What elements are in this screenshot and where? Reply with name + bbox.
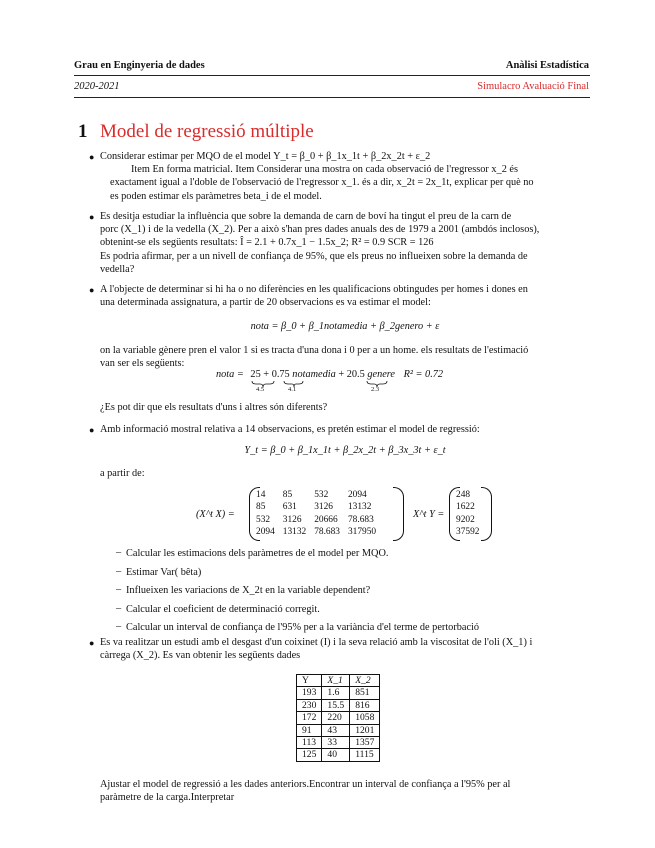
table-cell: 193 (297, 687, 322, 699)
matrix-row (252, 526, 380, 538)
matrix-cell: 3126 (314, 502, 333, 513)
matrix-row (252, 489, 380, 501)
matrix-cell: 2094 (347, 490, 367, 500)
table-cell: 113 (297, 737, 322, 749)
matrix-row (252, 514, 380, 526)
task-dash: – (116, 603, 122, 614)
eq-coef0: 25 (250, 369, 261, 380)
table-row (297, 699, 380, 711)
table-cell: 15.5 (322, 699, 350, 711)
eq-coef1: 0.75 (271, 369, 290, 380)
subject-title: Anàlisi Estadística (505, 60, 589, 71)
matrix-cell: 532 (256, 514, 271, 525)
question-1 (100, 150, 590, 203)
table-header: Y (297, 675, 322, 687)
table-row (297, 687, 380, 699)
table-cell: 1115 (350, 749, 380, 761)
table-row (297, 724, 380, 736)
eq-r2: R² = 0.72 (403, 369, 444, 380)
bullet: ● (89, 425, 95, 435)
vector-row (452, 501, 483, 513)
xtx-matrix (252, 489, 380, 539)
table-cell: 1201 (350, 724, 380, 736)
vector-paren-right (481, 487, 492, 541)
academic-year: 2020-2021 (74, 81, 120, 92)
eq-var1: notamedia (292, 369, 336, 380)
table-cell: 125 (297, 749, 322, 761)
q4-intro: Amb informació mostral relativa a 14 observacions, es pretén estimar el model de regressió: (100, 424, 480, 435)
bullet: ● (89, 285, 95, 295)
matrix-paren-right (393, 487, 404, 541)
task-item: Calcular un interval de confiança de l'95% per a la variància d'el terme de pertorbació (126, 622, 480, 633)
se-coef1: 4.1 (288, 386, 297, 393)
vector-row (452, 526, 483, 538)
vector-cell: 37592 (456, 527, 480, 538)
q2-line: vedella? (100, 263, 135, 275)
q5-line: Ajustar el model de regressió a les dades anteriors.Encontrar un interval de confiança a l'95% per al (100, 779, 511, 790)
q5-line: càrrega (X_2). Es van obtenir les següents dades (100, 650, 301, 662)
question-3 (100, 283, 590, 309)
q1-line: es poden estimar els paràmetres beta_i de el model. (110, 190, 322, 202)
eq-plus: + (263, 369, 270, 380)
table-cell: 33 (322, 737, 350, 749)
task-item: Calcular les estimacions dels paràmetres de el model per MQO. (126, 548, 389, 559)
matrix-cell: 532 (314, 490, 329, 500)
task-item: Calcular el coeficient de determinació corregit. (126, 604, 320, 615)
eq-coef2: 20.5 (346, 369, 365, 380)
table-cell: 172 (297, 712, 322, 724)
matrix-cell: 13132 (282, 527, 307, 538)
matrix-cell: 13132 (347, 502, 372, 513)
bullet: ● (89, 152, 95, 162)
q2-line: porc (X_1) i de la vedella (X_2). Per a això s'han pres dades anuals des de 1979 a 2001 (ambdós inclosos), (100, 224, 540, 236)
xty-vector (452, 489, 483, 539)
vector-row (452, 489, 483, 501)
q5-line: Es va realitzar un estudi amb el desgast d'un coixinet (I) i la seva relació amb la viscositat de l'oli (X_1) i (100, 637, 533, 648)
se-coef2: 2.3 (371, 386, 380, 393)
question-5 (100, 636, 590, 662)
table-header: X_1 (322, 675, 350, 687)
q2-line: obtenint-se els següents resultats: Î = 2.1 + 0.7x_1 − 1.5x_2; R² = 0.9 SCR = 126 (100, 237, 434, 249)
q1-line: Item En forma matricial. Item Considerar una mostra on cada observació de l'regressor x_2 és (131, 164, 518, 176)
table-cell: 91 (297, 724, 322, 736)
q3-line: A l'objecte de determinar si hi ha o no diferències en les qualificacions obtingudes per homes i dones en (100, 284, 528, 295)
data-table (296, 674, 380, 762)
table-cell: 43 (322, 724, 350, 736)
eq-var2: genere (367, 369, 395, 380)
q4-from: a partir de: (100, 468, 145, 479)
matrix-cell: 85 (256, 502, 266, 513)
matrix-cell: 631 (282, 502, 297, 513)
q3-line: on la variable gènere pren el valor 1 si es tracta d'una dona i 0 per a un home. els resultats de l'estimació (100, 345, 529, 356)
matrix-cell: 85 (282, 490, 293, 500)
xty-label: X^t Y = (413, 509, 445, 520)
table-cell: 1058 (350, 712, 380, 724)
task-item: Estimar Var( bêta) (126, 567, 202, 578)
xtx-label: (X^t X) = (196, 509, 235, 520)
vector-row (452, 514, 483, 526)
underbraces (250, 380, 390, 388)
table-row (297, 749, 380, 761)
vector-cell: 248 (456, 490, 471, 500)
q3-text (100, 344, 590, 370)
matrix-cell: 3126 (282, 514, 302, 525)
eq-lhs: nota = (216, 369, 244, 380)
q2-line: Es desitja estudiar la influència que sobre la demanda de carn de boví ha tingut el preu de la carn de (100, 211, 512, 222)
q3-question: ¿Es pot dir que els resultats d'uns i altres són diferents? (100, 402, 328, 413)
task-dash: – (116, 584, 122, 595)
matrix-cell: 14 (256, 490, 266, 500)
table-cell: 40 (322, 749, 350, 761)
exam-name: Simulacro Avaluació Final (477, 81, 589, 92)
table-cell: 816 (350, 699, 380, 711)
header-rule (74, 75, 590, 76)
matrix-cell: 78.683 (347, 514, 374, 525)
task-dash: – (116, 566, 122, 577)
bullet: ● (89, 212, 95, 222)
q3-line: van ser els següents: (100, 358, 185, 370)
matrix-cell: 78.683 (314, 527, 340, 538)
table-cell: 1.6 (322, 687, 350, 699)
table-cell: 230 (297, 699, 322, 711)
matrix-row (252, 501, 380, 513)
task-dash: – (116, 547, 122, 558)
table-cell: 220 (322, 712, 350, 724)
table-cell: 1357 (350, 737, 380, 749)
q5-instructions (100, 778, 590, 804)
course-title: Grau en Enginyeria de dades (74, 60, 205, 71)
q3-line: una determinada assignatura, a partir de 20 observacions es va estimar el model: (100, 297, 431, 309)
se-coef0: 4.5 (256, 386, 265, 393)
table-row (297, 737, 380, 749)
table-cell: 851 (350, 687, 380, 699)
q1-line: exactament igual a l'doble de l'observació de l'regressor x_1. és a dir, x_2t = 2x_1t, explicar per què no (110, 177, 534, 189)
q3-model-equation: nota = β_0 + β_1notamedia + β_2genero + ε (250, 321, 440, 332)
task-item: Influeixen les variacions de X_2t en la variable dependent? (126, 585, 371, 596)
q4-model-equation: Y_t = β_0 + β_1x_1t + β_2x_2t + β_3x_3t + ε_t (244, 445, 446, 456)
eq-plus: + (338, 369, 345, 380)
section-number: 1 (78, 121, 88, 142)
bullet: ● (89, 638, 95, 648)
section-title: Model de regressió múltiple (100, 121, 314, 142)
table-row (297, 712, 380, 724)
q1-line: Considerar estimar per MQO de el model Y_t = β_0 + β_1x_1t + β_2x_2t + ε_2 (100, 151, 431, 162)
vector-cell: 9202 (456, 514, 475, 525)
q2-line: Es podria afirmar, per a un nivell de confiança de 95%, que els preus no influeixen sobre la demanda de (100, 250, 528, 262)
q5-line: paràmetre de la carga.Interpretar (100, 792, 235, 804)
matrix-cell: 20666 (314, 514, 338, 525)
matrix-cell: 2094 (256, 527, 275, 538)
task-dash: – (116, 621, 122, 632)
vector-cell: 1622 (456, 502, 475, 513)
header-rule-bottom (74, 97, 590, 98)
table-header: X_2 (350, 675, 380, 687)
question-2 (100, 210, 590, 276)
matrix-cell: 317950 (347, 527, 377, 538)
